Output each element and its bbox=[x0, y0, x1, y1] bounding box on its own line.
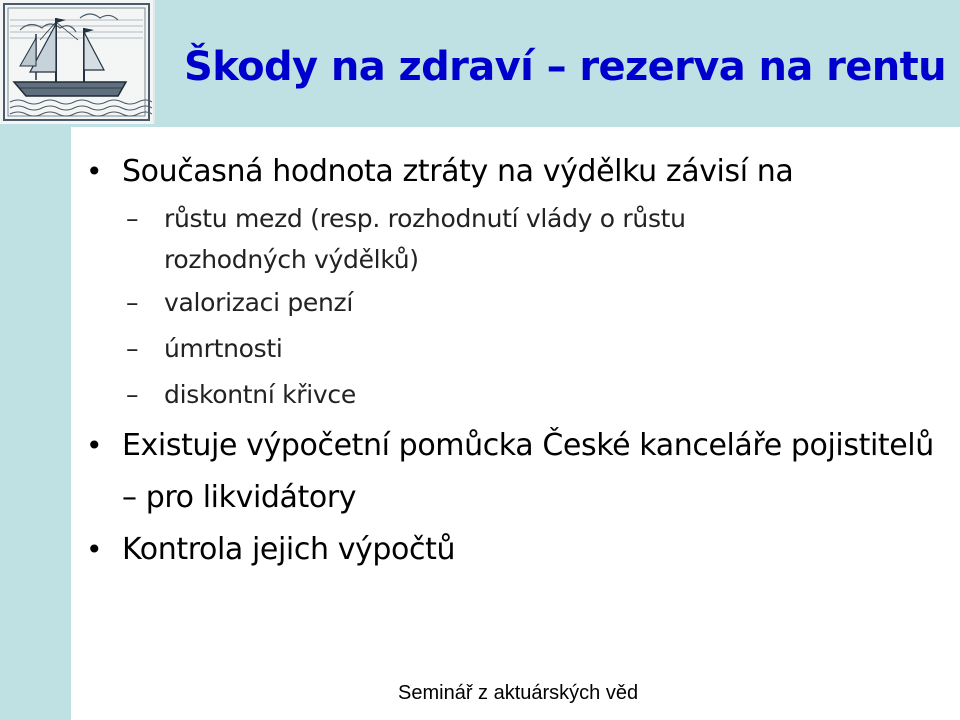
slide-footer: Seminář z aktuárských věd bbox=[398, 682, 639, 704]
sub-bullet-line: úmrtnosti bbox=[164, 334, 283, 363]
sub-bullet-line: valorizaci penzí bbox=[164, 288, 354, 317]
bullet-item: • Současná hodnota ztráty na výdělku závisí na bbox=[84, 146, 944, 198]
ship-engraving-icon bbox=[0, 0, 155, 124]
slide-content bbox=[84, 146, 944, 576]
slide-title: Škody na zdraví – rezerva na rentu bbox=[184, 44, 947, 90]
sub-bullet-line: diskontní křivce bbox=[164, 380, 356, 409]
sub-bullet-item bbox=[84, 372, 944, 418]
sub-bullet-line: růstu mezd (resp. rozhodnutí vlády o růstu bbox=[164, 204, 686, 233]
sub-bullet-item bbox=[84, 280, 944, 326]
bullet-item: • Kontrola jejich výpočtů bbox=[84, 524, 944, 576]
sub-bullet-item bbox=[84, 326, 944, 372]
sub-bullet-item bbox=[84, 198, 944, 280]
sub-bullet-line: rozhodných výdělků) bbox=[164, 245, 419, 274]
bullet-item: • Existuje výpočetní pomůcka České kanceláře pojistitelů – pro likvidátory bbox=[84, 420, 944, 524]
